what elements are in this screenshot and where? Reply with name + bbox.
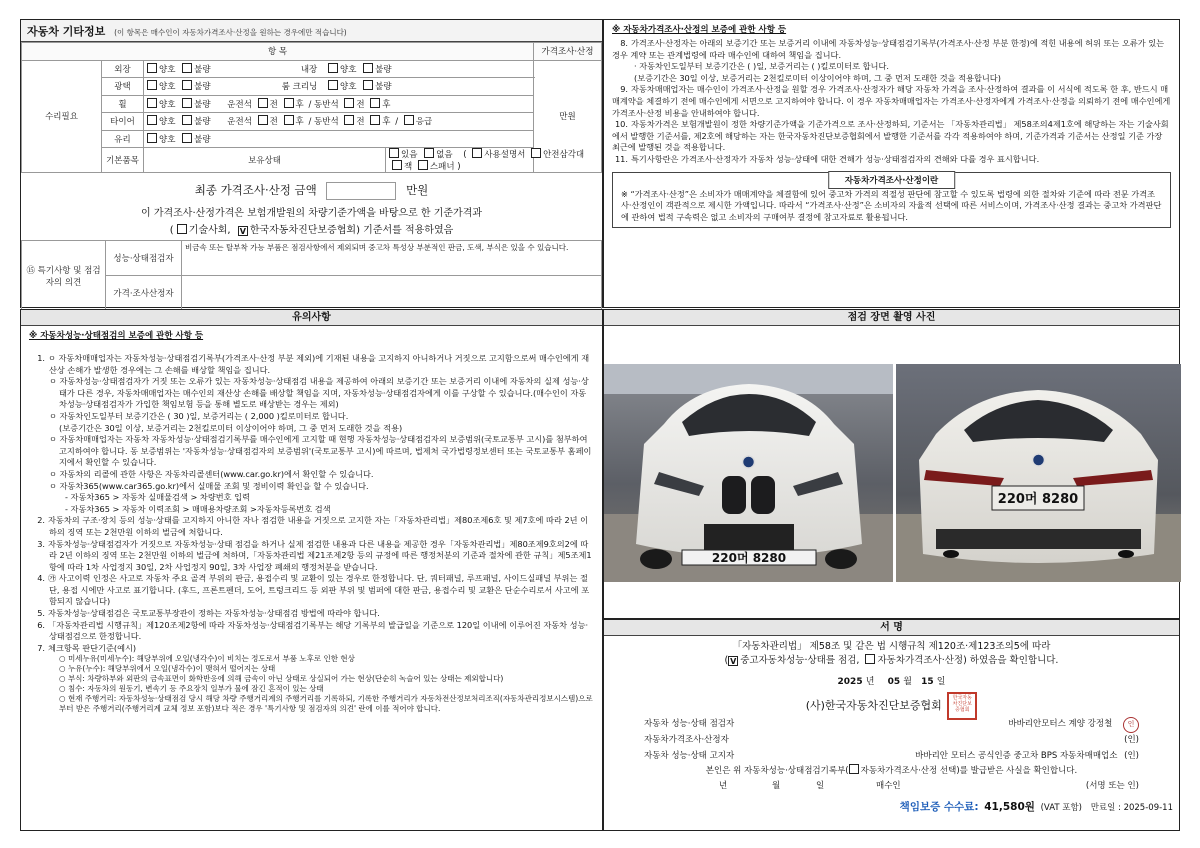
inspector-row [644, 716, 1139, 732]
room-bad-checkbox[interactable] [363, 80, 373, 90]
price-warranty-title: ※ 자동차가격조사·산정의 보증에 관한 사항 등 [612, 25, 787, 35]
row-possession-label: 보유상태 [144, 148, 386, 173]
caution-item-1c2: (보증기간은 30일 이상, 보증거리는 2천킬로미터 이상이어야 하며, 그 중 먼저 도래한 것을 적용) [59, 422, 403, 433]
criteria-1: ○ 미세누유(미세누수): 해당부위에 오일(냉각수)이 비치는 정도로서 부품 노후로 인한 현상 [59, 654, 355, 664]
group-repair-label: 수리필요 [22, 60, 102, 173]
receive-line: 본인은 위 자동차성능·상태점검기록부( 자동차가격조사·산정 선택)를 발급받은 사실을 확인합니다. [705, 766, 1078, 776]
wheel-bad-checkbox[interactable] [182, 98, 192, 108]
caution-header: 유의사항 [21, 310, 602, 326]
fee-value: 41,580원 [984, 801, 1035, 813]
row-possession-checks: 있음 없음 ( 사용설명서 안전삼각대 잭 스패너 ) [386, 148, 602, 173]
row-tire-checks: 양호 불량 운전석 전 후 / 동반석 전 후 / 응급 [144, 113, 534, 131]
signature-check-line: ( V 중고자동차성능·상태를 점검, 자동차가격조사·산정) 하였음을 확인합니다. [724, 655, 1059, 666]
row-exterior-checks: 양호 불량 내장 양호 불량 [144, 60, 534, 78]
notifier-row [644, 748, 1139, 764]
inspector-value: 바바리안모터스 계양 강정철 인 [1008, 716, 1139, 732]
rear-plate-text: 220머 8280 [997, 492, 1079, 507]
other-info-table [21, 42, 602, 173]
triangle-checkbox[interactable] [531, 148, 541, 158]
caution-item-4: 4. ㉮ 사고이력 인정은 사고로 자동차 주요 골격 부위의 판금, 용접수리 및 교환이 있는 경우로 한정합니다. 단, 쿼터패널, 루프패널, 사이드실패널 부위는 절단, 용접 시에만 사고로 표기합니다. (후드, 프론트펜더, 도어, 트렁크리드 등 외판 부위 및 범퍼에 대한 판금, 용접수리 및 교환은 단순수리로서 사고에 포함되지 않습니다) [37, 573, 590, 607]
org-seal-stamp: 한국자동차진단보증협회 [947, 692, 977, 720]
other-info-header [21, 20, 602, 42]
tire-passenger-front-checkbox[interactable] [344, 115, 354, 125]
manual-checkbox[interactable] [472, 148, 482, 158]
caution-item-1f: ㅇ 자동차365(www.car365.go.kr)에서 실매물 조회 및 정비이력 확인을 할 수 있습니다. [49, 480, 369, 491]
final-price-input[interactable] [326, 182, 396, 200]
perf-inspector-label: 성능·상태점검자 [106, 241, 182, 276]
jack-checkbox[interactable] [392, 160, 402, 170]
performance-check-checkbox[interactable]: V [730, 657, 737, 666]
row-glass-label: 유리 [102, 130, 144, 148]
caution-item-2: 2. 자동차의 구조·장치 등의 성능·상태를 고지하지 아니한 자나 점검한 내용을 거짓으로 고지한 자는「자동차관리법」제80조제6호 및 제7호에 따라 2년 이하의 징역 또는 2천만원 이하의 벌금에 처합니다. [37, 515, 589, 537]
fee-row [604, 798, 1179, 816]
glass-bad-checkbox[interactable] [182, 133, 192, 143]
definition-title: 자동차가격조사·산정이란 [828, 171, 956, 189]
front-car-illustration [604, 364, 893, 582]
signature-section [603, 619, 1180, 831]
special-notes-table [21, 240, 602, 311]
caution-item-1e: ㅇ 자동차의 리콜에 관한 사항은 자동차리콜센터(www.car.go.kr)에서 확인할 수 있습니다. [49, 468, 374, 479]
criteria-5: ○ 현재 주행거리: 자동차성능·상태점검 당시 해당 차량 주행거리계의 주행거리를 기록하되, 기록한 주행거리가 자동차전산정보처리조직(자동차관리정보시스템)으로부터 받은 주행거리(주행거리계 교체 정보 포함)보다 적은 경우 '특기사항 및 점검자의 의견' 란에 이를 적어야 합니다. [59, 694, 593, 714]
buyer-sign[interactable]: (서명 또는 인) [1085, 781, 1139, 791]
criteria-4: ○ 침수: 자동차의 원동기, 변속기 등 주요장치 일부가 물에 잠긴 흔적이 있는 상태 [59, 684, 324, 694]
tire-driver-rear-checkbox[interactable] [284, 115, 294, 125]
gloss-bad-checkbox[interactable] [182, 80, 192, 90]
definition-box [612, 172, 1171, 229]
perf-inspector-opinion: 비금속 또는 탈부착 가능 부품은 점검사항에서 제외되며 중고차 특성상 부분적인 판금, 도색, 부식은 있을 수 있습니다. [182, 241, 602, 276]
other-info-subtitle: (이 항목은 매수인이 자동차가격조사·산정을 원하는 경우에만 적습니다) [114, 28, 347, 37]
inspector-seal-stamp: 인 [1123, 717, 1139, 733]
row-gloss-checks: 양호 불량 룸 크리닝 양호 불량 [144, 78, 534, 96]
col-item-header: 항 목 [22, 43, 534, 61]
exterior-good-checkbox[interactable] [147, 63, 157, 73]
exterior-bad-checkbox[interactable] [182, 63, 192, 73]
group-basic-label: 기본품목 [102, 148, 144, 173]
caution-title: ※ 자동차성능·상태점검의 보증에 관한 사항 등 [29, 331, 204, 341]
rear-car-illustration [896, 364, 1181, 582]
signature-org-row [604, 692, 1179, 714]
caution-item-1b: ㅇ 자동차성능·상태점검자가 거짓 또는 오류가 있는 자동차성능·상태점검 내용을 제공하여 아래의 보증기간 또는 보증거리 이내에 자동차의 실제 성능·상태가 다른 경우, 자동차매매업자는 매수인의 재산상 손해를 배상할 책임을 지며, 자동차성능·상태점검자에게 이를 구상할 수 있습니다.(매수인이 자동차성능·상태점검자가 가입한 책임보험 등을 통해 별도로 배상받는 경우는 제외) [49, 376, 589, 410]
expiry-date: 만료일 : 2025-09-11 [1090, 803, 1173, 813]
price-unit: 만원 [534, 60, 602, 173]
row-wheel-checks: 양호 불량 운전석 전 후 / 동반석 전 후 [144, 95, 534, 113]
wheel-driver-rear-checkbox[interactable] [284, 98, 294, 108]
tire-passenger-rear-checkbox[interactable] [370, 115, 380, 125]
basis-line1: 이 가격조사·산정가격은 보험개발원의 차량기준가액을 바탕으로 한 기준가격과 [140, 208, 483, 219]
front-plate-text: 220머 8280 [711, 551, 787, 565]
row-gloss-label: 광택 [102, 78, 144, 96]
wheel-good-checkbox[interactable] [147, 98, 157, 108]
price-appraiser-label: 가격·조사산정자 [106, 276, 182, 311]
caution-item-1a: 1. ㅇ 자동차매매업자는 자동차성능·상태점검기록부(가격조사·산정 부분 제외)에 기재된 내용을 고지하지 아니하거나 거짓으로 고지함으로써 매수인에게 재산상 손해가 발생한 경우에는 그 손해를 배상할 책임을 집니다. [37, 353, 590, 375]
spanner-checkbox[interactable] [418, 160, 428, 170]
row-exterior-label: 외장 [102, 60, 144, 78]
wheel-passenger-front-checkbox[interactable] [344, 98, 354, 108]
tire-bad-checkbox[interactable] [182, 115, 192, 125]
fee-label: 책임보증 수수료: [899, 801, 979, 813]
wheel-passenger-rear-checkbox[interactable] [370, 98, 380, 108]
notifier-value: 바바리안 모터스 공식인증 중고차 BPS 자동차매매업소 (인) [915, 751, 1139, 761]
col-price-header: 가격조사·산정 [534, 43, 602, 61]
signature-org: (사)한국자동차진단보증협회 [805, 699, 942, 712]
buyer-row: 년 월 일 매수인 (서명 또는 인) [604, 778, 1179, 794]
fee-vat: (VAT 포함) [1040, 803, 1082, 813]
signature-law-line: 「자동차관리법」 제58조 및 같은 법 시행규칙 제120조·제123조의5에 따라 [732, 641, 1051, 652]
receive-price-checkbox[interactable] [849, 764, 859, 774]
photos-header: 점검 장면 촬영 사진 [604, 310, 1179, 326]
price-item-8-sub1: · 자동차인도일부터 보증기간은 ( )일, 보증거리는 ( )킬로미터로 합니다. [634, 61, 889, 72]
row-wheel-label: 휠 [102, 95, 144, 113]
criteria-2: ○ 누유(누수): 해당부위에서 오일(냉각수)이 맺혀서 떨어지는 상태 [59, 664, 276, 674]
special-label: ⑮ 특기사항 및 점검자의 의견 [22, 241, 106, 311]
price-item-8: 8. 가격조사·산정자는 아래의 보증기간 또는 보증거리 이내에 자동차성능·상태점검기록부(가격조사·산정 부분 한정)에 적힌 내용에 허위 또는 오류가 있는 경우 계약 또는 관계법령에 따라 매수인에 대하여 책임을 집니다. [612, 38, 1165, 60]
caution-item-1g: - 자동차365 > 자동차 실매물검색 > 차량번호 입력 [65, 492, 250, 503]
appraiser-label: 자동차가격조사·산정자 [644, 735, 729, 745]
signature-date: 2025 년 05 월 15 일 [837, 677, 946, 687]
row-interior-label: 내장 [300, 64, 318, 75]
room-good-checkbox[interactable] [328, 80, 338, 90]
basis-assoc-checkbox[interactable]: V [239, 227, 246, 236]
price-item-8-sub2: (보증기간은 30일 이상, 보증거리는 2천킬로미터 이상이어야 하며, 그 중 먼저 도래한 것을 적용합니다) [634, 72, 1001, 83]
criteria-3: ○ 부식: 차량하부와 외판의 금속표면이 화학반응에 의해 금속이 아닌 상태로 상실되어 가는 현상(단순히 녹슬어 있는 상태는 제외합니다) [59, 674, 504, 684]
row-room-label: 룸 크리닝 [281, 82, 318, 93]
interior-bad-checkbox[interactable] [363, 63, 373, 73]
price-appraiser-opinion [182, 276, 602, 311]
rear-car-photo [896, 364, 1181, 582]
basis-tech-checkbox[interactable] [177, 224, 187, 234]
caution-item-1d: ㅇ 자동차매매업자는 자동차 자동차성능·상태점검기록부를 매수인에게 고지할 때 현행 자동차성능·상태점검자의 보증범위(국토교통부 고시)를 첨부하여 고지하여야 합니다. 동 보증범위는 '자동차성능·상태점검자의 보증범위'(국토교통부 고시)에 따르며, 법제처 국가법령정보센터 또는 국토교통부 홈페이지에서 확인할 수 있습니다. [49, 434, 592, 468]
row-tire-label: 타이어 [102, 113, 144, 131]
photos-section [603, 309, 1180, 619]
caution-item-7: 7. 체크항목 판단기준(예시) [37, 642, 137, 653]
caution-section [20, 309, 603, 831]
possession-has-checkbox[interactable] [389, 148, 399, 158]
glass-good-checkbox[interactable] [147, 133, 157, 143]
other-info-title: 자동차 기타정보 [27, 25, 106, 38]
definition-text: ※ “가격조사·산정”은 소비자가 매매계약을 체결함에 있어 중고차 가격의 적절성 판단에 참고할 수 있도록 법령에 의한 절차와 기준에 따라 전문 가격조사·산정인이 객관적으로 제시한 가액입니다. 따라서 “가격조사·산정”은 소비자의 자율적 선택에 따른 서비스이며, 가격조사·산정 결과는 중고차 가격판단에 관하여 법적 구속력은 없고 소비자의 구매여부 결정에 참고자료로 활용됩니다. [621, 188, 1162, 222]
caution-item-1c: ㅇ 자동차인도일부터 보증기간은 ( 30 )일, 보증거리는 ( 2,000 )킬로미터로 합니다. [49, 410, 349, 421]
caution-item-6: 6. 「자동차관리법 시행규칙」제120조제2항에 따라 자동차성능·상태점검기록부는 해당 기록부의 발급일을 기준으로 120일 이내에 이루어진 자동차 성능·상태점검으로 한정합니다. [37, 619, 589, 642]
appraiser-row [644, 732, 1139, 748]
front-car-photo [604, 364, 893, 582]
inspector-label: 자동차 성능·상태 점검자 [644, 719, 735, 729]
basis-line2: ( 기술사회, V 한국자동차진단보증협회) 기준서를 적용하였음 [169, 225, 454, 236]
signature-header: 서 명 [604, 620, 1179, 636]
row-glass-checks: 양호 불량 [144, 130, 534, 148]
gloss-good-checkbox[interactable] [147, 80, 157, 90]
price-item-11: 11. 특기사항란은 가격조사·산정자가 자동차 성능·상태에 대한 견해가 성능·상태점검자의 견해와 다를 경우 표시합니다. [614, 153, 1040, 164]
final-price-unit: 만원 [406, 183, 429, 197]
caution-item-5: 5. 자동차성능·상태점검은 국토교통부장관이 정하는 자동차성능·상태점검 방법에 따라야 합니다. [37, 608, 380, 619]
price-item-10: 10. 자동차가격은 보험개발원이 정한 차량기준가액을 기준가격으로 조사·산정하되, 기준서는 「자동차관리법」 제58조의4제1호에 해당하는 자는 기술사회에서 발행한 기준서를, 제2호에 해당하는 자는 한국자동차진단보증협회에서 발행한 기준서를 각각 적용하여야 하며, 기준가격과 기준서는 산정일 기준 가장 최근에 발행된 것을 적용합니다. [612, 119, 1169, 153]
tire-driver-front-checkbox[interactable] [258, 115, 268, 125]
final-price-label: 최종 가격조사·산정 금액 [194, 183, 317, 197]
buyer-label: 매수인 [876, 781, 901, 791]
wheel-driver-front-checkbox[interactable] [258, 98, 268, 108]
possession-none-checkbox[interactable] [424, 148, 434, 158]
caution-item-1h: - 자동차365 > 자동차 이력조회 > 매매용차량조회 >자동차등록번호 검색 [65, 503, 331, 514]
interior-good-checkbox[interactable] [328, 63, 338, 73]
notifier-label: 자동차 성능·상태 고지자 [644, 751, 735, 761]
appraiser-seal: (인) [1124, 735, 1139, 745]
tire-good-checkbox[interactable] [147, 115, 157, 125]
price-warranty-section [603, 19, 1180, 308]
price-item-9: 9. 자동차매매업자는 매수인이 가격조사·산정을 원할 경우 가격조사·산정자가 해당 자동차 가격을 조사·산정하여 결과를 이 서식에 적도록 한 후, 반드시 매매계약을 체결하기 전에 매수인에게 서면으로 고지하여야 합니다. 이 경우 자동차매매업자는 가격조사·산정자에게 가격조사·산정을 의뢰하기 전에 매수인에게 가격조사·산정 비용을 안내하여야 합니다. [612, 84, 1171, 118]
price-check-checkbox[interactable] [865, 654, 875, 664]
tire-emergency-checkbox[interactable] [404, 115, 414, 125]
caution-item-3: 3. 자동차성능·상태점검자가 거짓으로 자동차성능·상태 점검을 하거나 실제 점검한 내용과 다른 내용을 제공한 경우「자동차관리법」제80조제9호의2에 따라 2년 이하의 징역 또는 2천만원 이하의 벌금에 처하며,「자동차관리법 제21조제2항 등의 규정에 따른 행정처분의 기준과 절차에 관한 규칙」제5조제1항에 따라 1차 사업정지 30일, 2차 사업정지 90일, 3차 사업장 폐쇄의 행정처분을 받습니다. [37, 538, 592, 572]
other-info-section [20, 19, 603, 308]
final-price-row [21, 179, 602, 201]
